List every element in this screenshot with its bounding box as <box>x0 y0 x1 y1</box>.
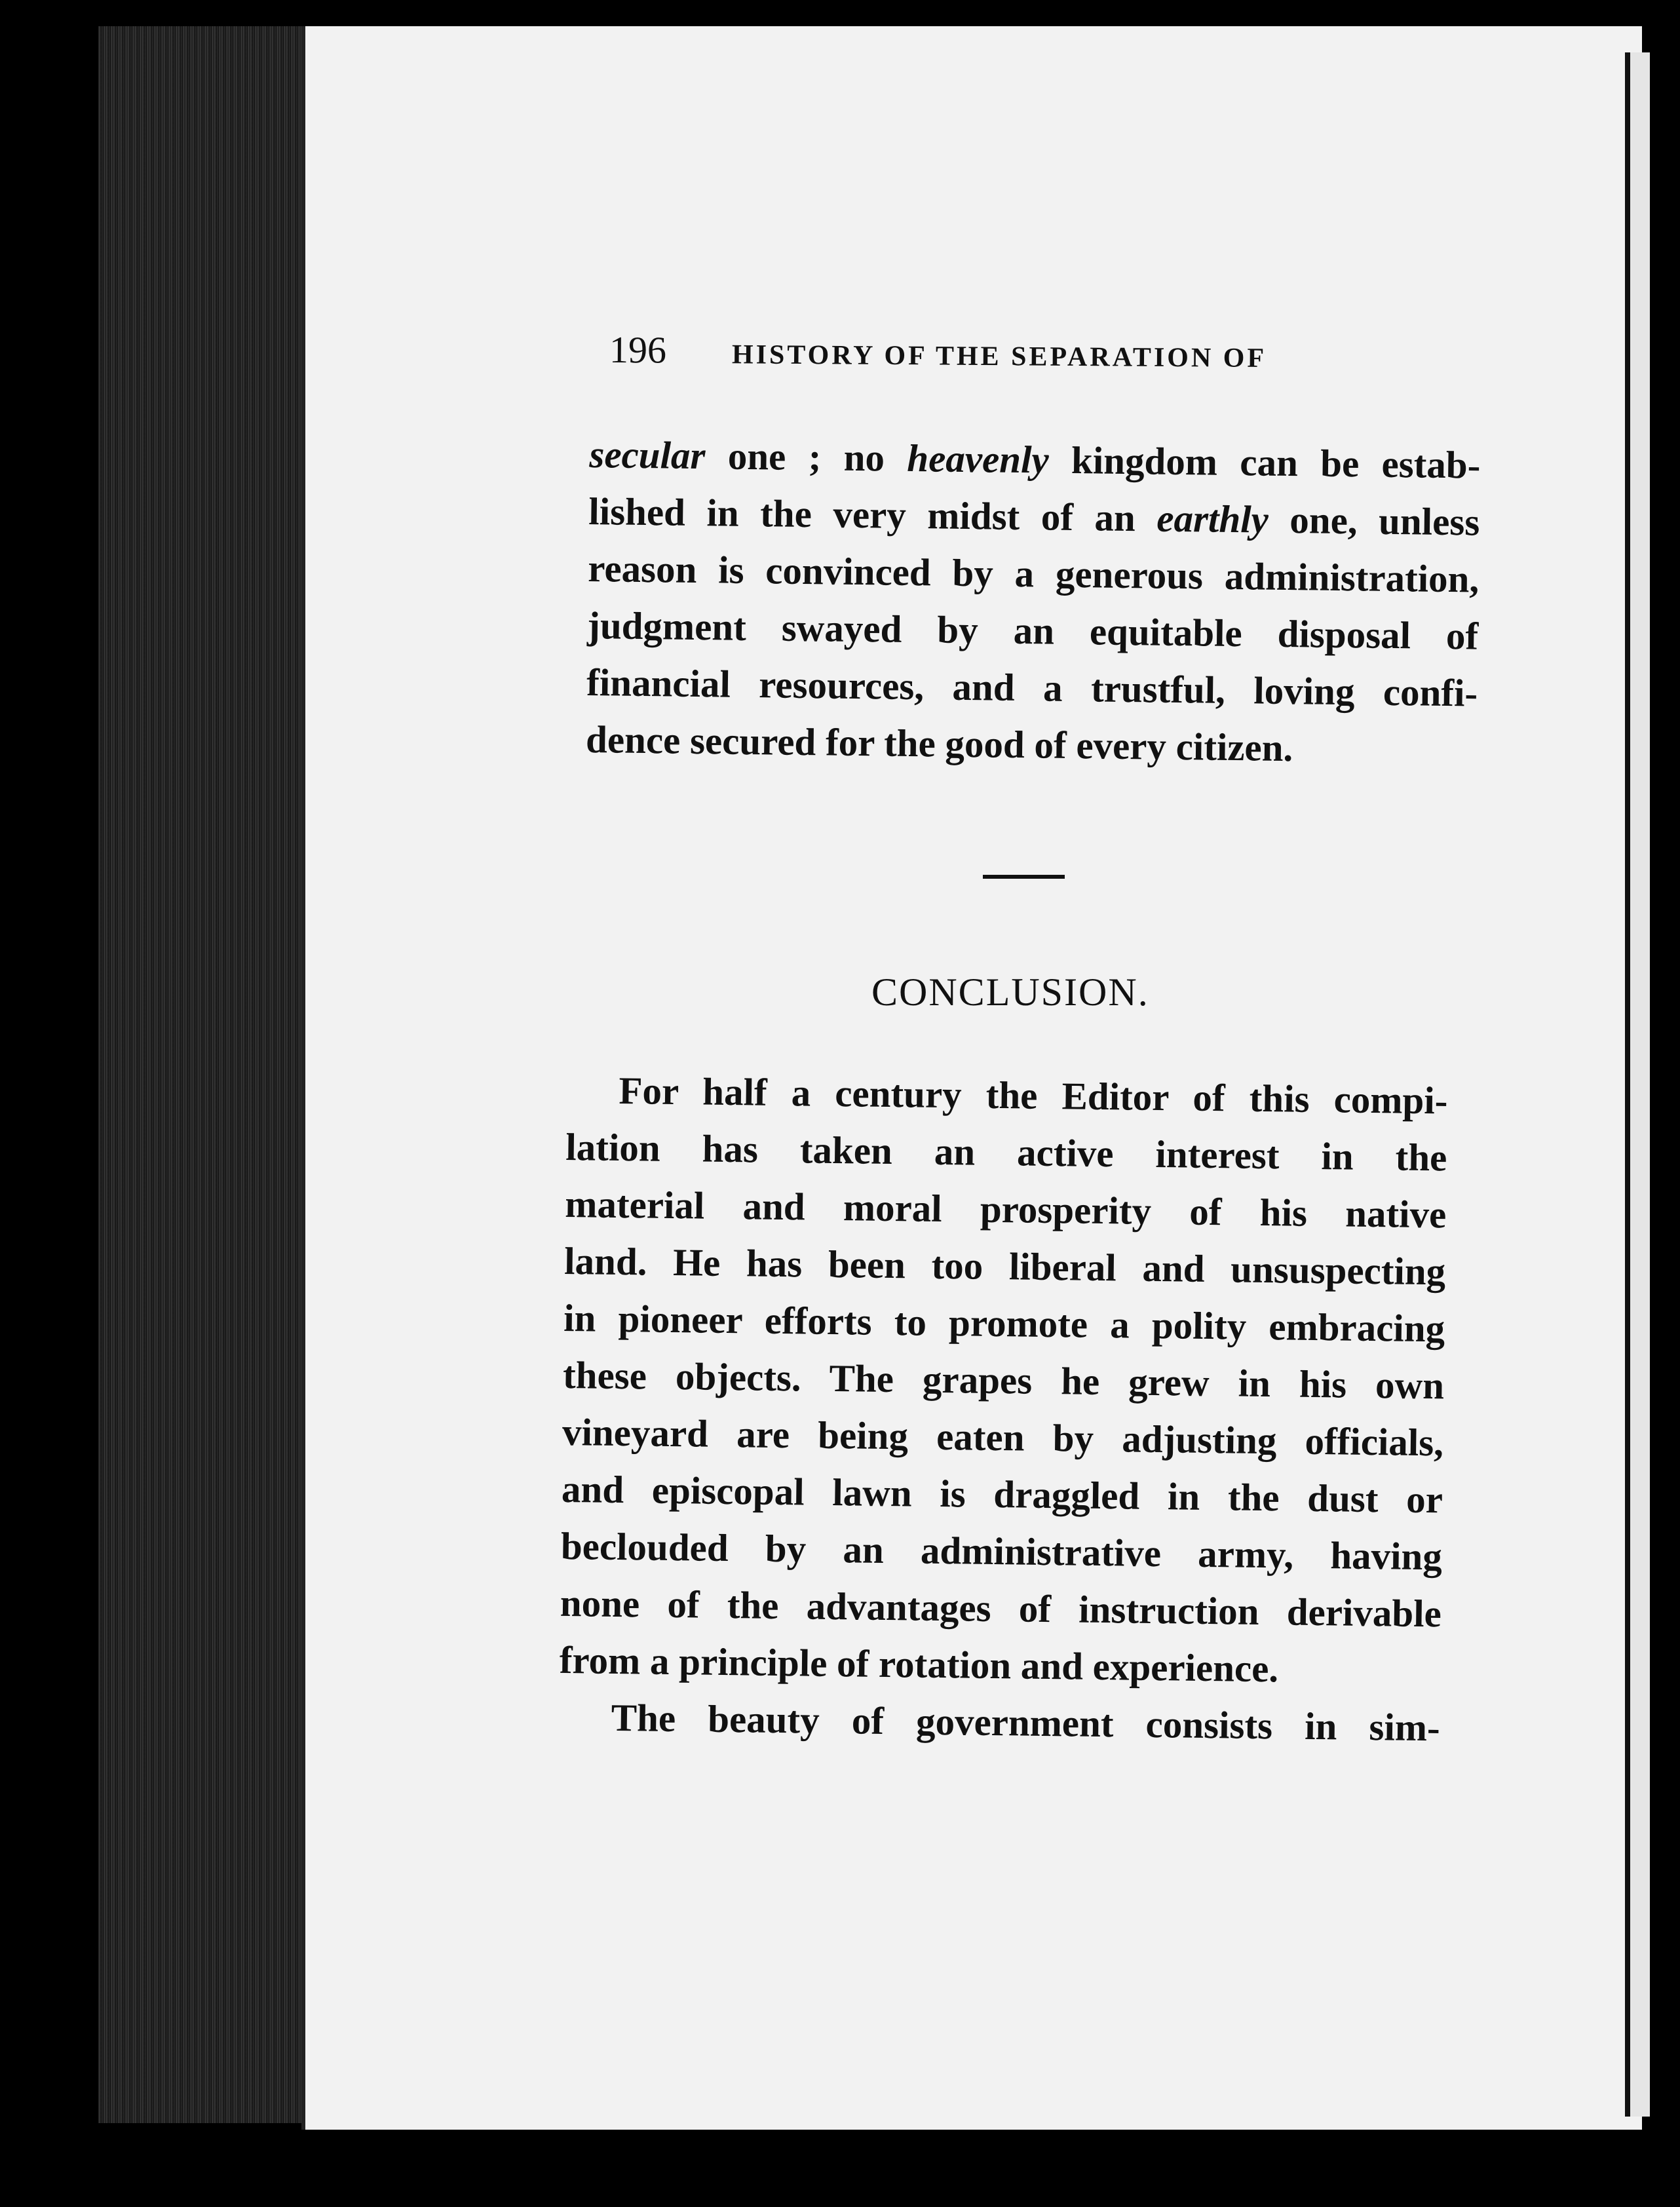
text-line: secular one ; no heavenly kingdom can be estab- <box>589 432 1481 487</box>
text-line: from a principle of rotation and experience. <box>559 1638 1279 1691</box>
text-line: lished in the very midst of an earthly one, unless <box>588 489 1480 544</box>
book-page-edges <box>98 26 308 2123</box>
text-line: financial resources, and a trustful, loving confi- <box>586 660 1478 715</box>
paragraph-1 <box>586 426 1481 779</box>
facing-page-edge <box>1625 52 1650 2117</box>
text-line: lation has taken an active interest in the <box>565 1124 1447 1180</box>
running-title: HISTORY OF THE SEPARATION OF <box>731 339 1267 374</box>
text-line: in pioneer efforts to promote a polity embracing <box>563 1295 1445 1351</box>
text-line: dence secured for the good of every citizen. <box>585 717 1293 770</box>
text-line: beclouded by an administrative army, having <box>560 1524 1443 1579</box>
text-line: land. He has been too liberal and unsuspecting <box>563 1238 1446 1294</box>
text-line: material and moral prosperity of his native <box>564 1181 1447 1237</box>
text-line: For half a century the Editor of this compi- <box>619 1068 1448 1123</box>
running-head <box>609 328 1350 385</box>
text-line: reason is convinced by a generous administration, <box>587 546 1480 601</box>
paragraph-2 <box>558 1062 1448 1756</box>
text-line: The beauty of government consists in sim- <box>611 1695 1441 1750</box>
section-rule <box>983 875 1065 879</box>
page-number: 196 <box>609 328 667 372</box>
text-line: these objects. The grapes he grew in his own <box>562 1353 1445 1408</box>
text-line: none of the advantages of instruction derivable <box>560 1581 1442 1636</box>
text-line: vineyard are being eaten by adjusting officials, <box>562 1410 1444 1465</box>
text-line: judgment swayed by an equitable disposal of <box>586 603 1479 658</box>
section-heading: CONCLUSION. <box>871 970 1149 1014</box>
text-line: and episcopal lawn is draggled in the dust or <box>561 1467 1443 1522</box>
